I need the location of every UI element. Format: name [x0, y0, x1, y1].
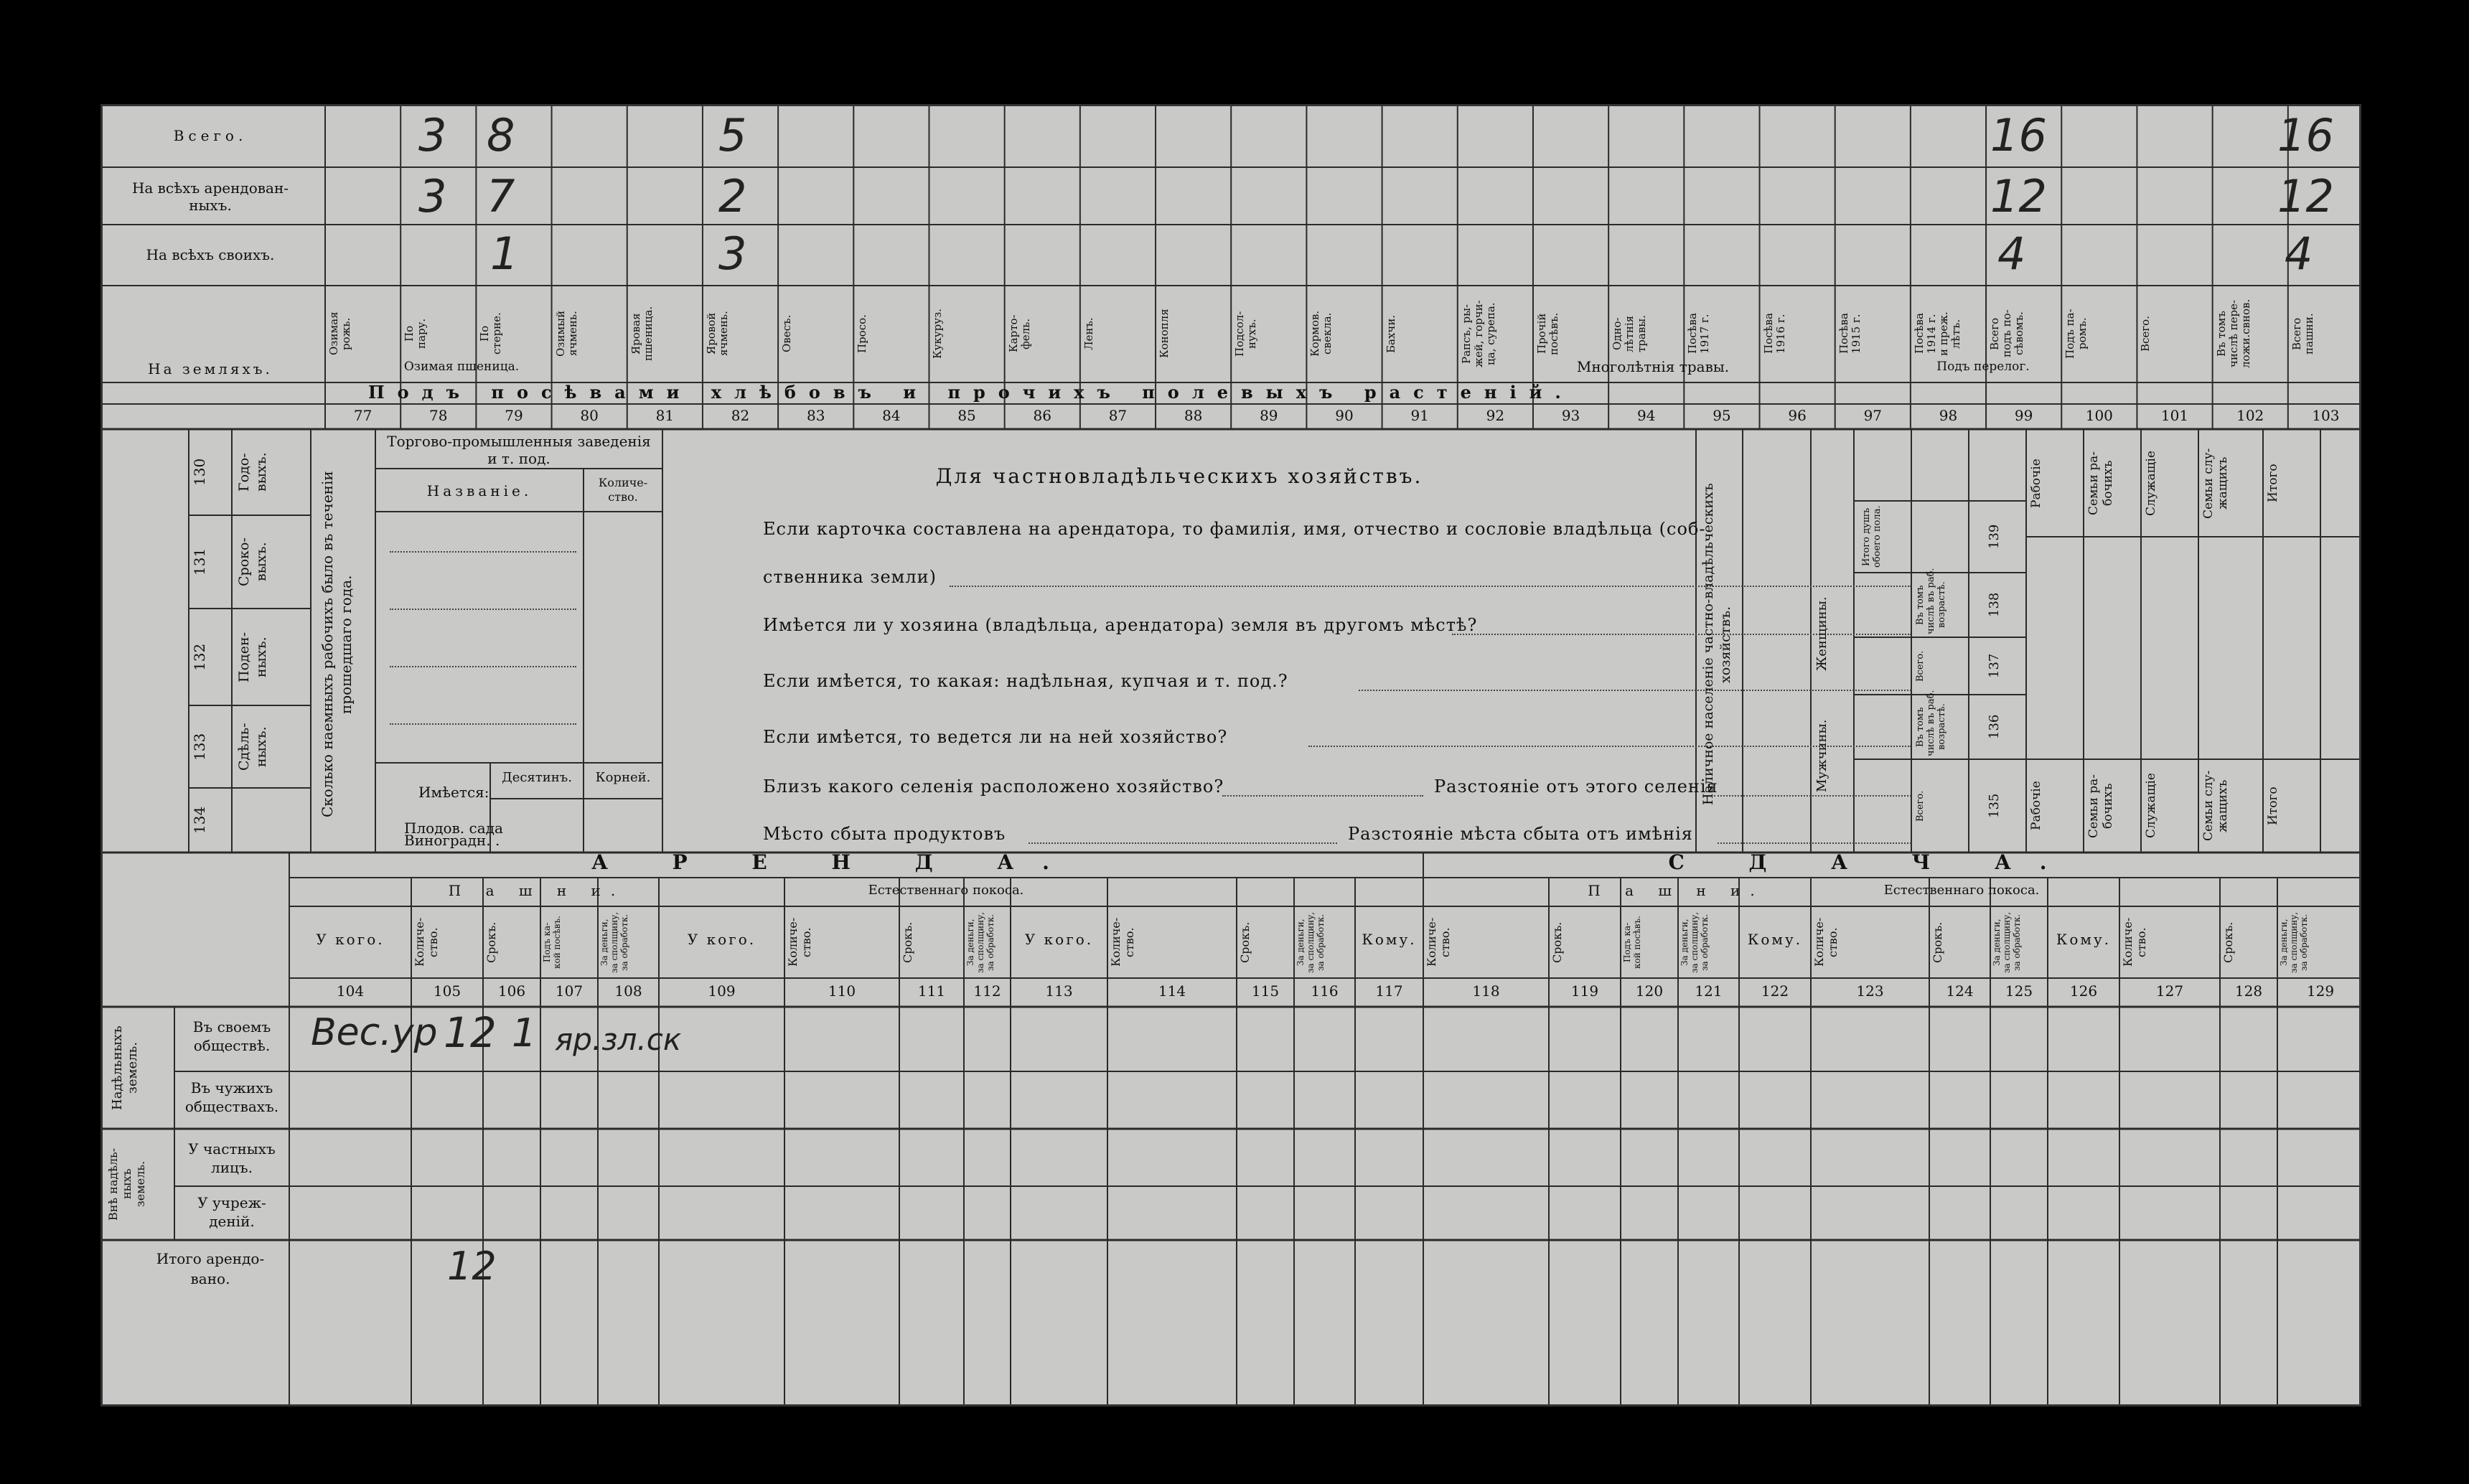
lease-col-header: У кого. — [1024, 931, 1094, 948]
top-col-number: 92 — [1486, 407, 1505, 424]
nadelnyh-zemel-label: Надѣльныхъ земель. — [110, 1025, 140, 1110]
sdacha-title: С Д А Ч А. — [1668, 850, 2076, 874]
top-col-number: 98 — [1939, 407, 1958, 424]
hw-arend-78: 3 — [418, 170, 447, 222]
lease-col-number: 112 — [973, 982, 1001, 1000]
top-col-header: Всего подъ по- сѣвомъ. — [1988, 309, 2026, 358]
top-col-number: 103 — [2312, 407, 2340, 424]
population-col-header-top: Итого — [2266, 464, 2280, 503]
lease-col-number: 118 — [1472, 982, 1500, 1000]
lease-col-number: 127 — [2155, 982, 2184, 1000]
lease-col-header: За деньги, за сполщину, за обработк. — [965, 911, 995, 973]
lease-col-number: 120 — [1635, 982, 1664, 1000]
hired-row-number: 131 — [191, 548, 208, 576]
population-row-label: Въ томъ числѣ въ раб. возрастѣ. — [1915, 690, 1947, 756]
population-row-label: Всего. — [1915, 650, 1926, 682]
top-col-number: 102 — [2236, 407, 2264, 424]
top-col-number: 77 — [353, 407, 373, 424]
lease-col-header: Количе- ство. — [2121, 917, 2148, 967]
population-row-number: 135 — [1987, 793, 2002, 819]
hw-vsego-103: 16 — [2277, 109, 2334, 161]
hired-row-label: Годо- выхъ. — [236, 452, 269, 492]
answer-line-6b[interactable] — [1718, 842, 1911, 844]
hw-arend-79: 7 — [487, 170, 515, 222]
question-1: Если карточка составлена на арендатора, то фамилiя, имя, отчество и сословiе владѣльца (соб- — [763, 519, 1706, 539]
top-col-number: 100 — [2085, 407, 2113, 424]
top-col-header: Посѣва 1914 г. и преж. лѣтъ. — [1912, 311, 1962, 356]
question-5: Близъ какого селенiя расположено хозяйство? — [763, 776, 1224, 797]
question-4: Если имѣется, то ведется ли на ней хозяйство? — [763, 727, 1228, 747]
top-col-number: 97 — [1863, 407, 1883, 424]
lease-col-header: Срокъ. — [1550, 921, 1564, 963]
lease-col-number: 129 — [2306, 982, 2335, 1000]
question-6: Мѣсто сбыта продуктовъ — [763, 824, 1006, 844]
hw-qty: 12 — [444, 1008, 497, 1057]
top-col-header: Всего. — [2139, 316, 2152, 352]
row-itogo-arendovano: Итого арендо- вано. — [156, 1250, 265, 1287]
hw-svoih-99: 4 — [1997, 227, 2026, 280]
question-6b: Разстоянiе мѣста сбыта отъ имѣнiя — [1348, 824, 1693, 844]
lease-col-header: За деньги, за сполщину, за обработк. — [1992, 911, 2022, 973]
question-5b: Разстоянiе отъ этого селенiя — [1434, 776, 1718, 797]
lease-col-number: 105 — [433, 982, 462, 1000]
chast-title: Для частновладѣльческихъ хозяйствъ. — [935, 464, 1423, 488]
population-row-number: 137 — [1987, 653, 2002, 679]
ozimaya-pshenitsa-group: Озимая пшеница. — [403, 360, 520, 374]
top-col-header: Въ томъ числѣ пере- ложи.свнов. — [2214, 299, 2252, 369]
torg-title: Торгово-промышленныя заведенiя и т. под. — [387, 433, 651, 467]
lease-col-number: 126 — [2069, 982, 2098, 1000]
answer-line-1[interactable] — [950, 586, 1911, 587]
population-col-header-bottom: Итого — [2266, 786, 2280, 825]
lease-col-header: Кому. — [1747, 931, 1803, 948]
hired-row-label: Сдѣль- ныхъ. — [236, 723, 269, 771]
hired-row-label — [235, 792, 307, 849]
population-col-header-top: Семьи ра- бочихъ — [2086, 451, 2115, 516]
hw-vsego-79: 8 — [487, 109, 515, 161]
population-col-header-top: Рабочiе — [2029, 459, 2043, 508]
row-u-chastnyh: У частныхъ лицъ. — [188, 1140, 276, 1176]
hw-svoih-103: 4 — [2285, 227, 2313, 280]
top-col-header: Бахчи. — [1384, 314, 1397, 353]
top-col-number: 83 — [806, 407, 825, 424]
top-col-header: По стерне. — [478, 312, 504, 355]
top-col-number: 96 — [1788, 407, 1807, 424]
lease-col-header: За деньги, за сполщину, за обработк. — [2279, 911, 2309, 973]
lease-col-number: 109 — [708, 982, 736, 1000]
population-row-label: Въ томъ числѣ въ раб. возрастѣ. — [1915, 568, 1947, 634]
lease-col-number: 108 — [614, 982, 642, 1000]
top-col-header: Подъ па- ромъ. — [2063, 309, 2089, 359]
census-card-sheet — [100, 104, 2361, 1406]
population-col-header-top: Семьи слу- жащихъ — [2201, 448, 2230, 519]
answer-line-3[interactable] — [1359, 690, 1911, 691]
arenda-title: А Р Е Н Д А. — [591, 850, 1078, 874]
top-col-header: По пару. — [403, 318, 428, 349]
population-col-header-bottom: Семьи ра- бочихъ — [2086, 774, 2115, 838]
hired-row-number: 130 — [191, 458, 208, 487]
top-col-header: Озимая рожь. — [327, 311, 352, 356]
answer-line-6[interactable] — [1029, 842, 1337, 844]
sdacha-pashni-group: П а ш н и. — [1588, 882, 1765, 899]
population-row-number: 136 — [1987, 714, 2002, 740]
top-col-header: Овесъ. — [780, 314, 794, 353]
top-col-number: 86 — [1033, 407, 1051, 424]
top-col-header: Посѣва 1917 г. — [1686, 313, 1712, 354]
hired-row-number: 133 — [191, 733, 208, 761]
lease-col-number: 104 — [336, 982, 365, 1000]
hired-row-label: Поден- ныхъ. — [236, 631, 269, 682]
population-col-header-top: Служащiе — [2144, 451, 2158, 516]
population-col-header-bottom: Служащiе — [2144, 773, 2158, 839]
top-col-number: 85 — [957, 407, 976, 424]
lease-col-header: Кому. — [1362, 931, 1417, 948]
lease-col-number: 119 — [1570, 982, 1599, 1000]
top-col-header: Одно- лѣтнiя травы. — [1611, 315, 1649, 352]
top-col-header: Рапсъ, ры- жей, горчи- ца, сурепа. — [1459, 300, 1497, 367]
top-col-header: Ленъ. — [1082, 317, 1095, 350]
lease-col-header: Подъ ка- кой посѣвъ. — [542, 916, 562, 969]
top-col-header: Посѣва 1915 г. — [1837, 313, 1863, 354]
vinograd-label: Виноградн. . — [404, 832, 500, 849]
lease-col-number: 121 — [1695, 982, 1723, 1000]
lease-col-number: 113 — [1045, 982, 1073, 1000]
hw-svoih-79: 1 — [490, 227, 519, 280]
population-col-header-bottom: Рабочiе — [2029, 781, 2043, 831]
top-col-number: 88 — [1184, 407, 1203, 424]
hw-arend-82: 2 — [718, 170, 747, 222]
hw-srok: 1 — [512, 1010, 537, 1056]
top-col-number: 94 — [1637, 407, 1656, 424]
row-v-svoem: Въ своемъ обществѣ. — [192, 1018, 271, 1054]
lease-col-header: Подъ ка- кой посѣвъ. — [1622, 916, 1642, 969]
answer-line-5[interactable] — [1222, 795, 1423, 797]
hw-u-kogo: Вес.ур — [311, 1011, 438, 1054]
top-col-number: 79 — [505, 407, 523, 424]
lease-col-number: 122 — [1761, 982, 1789, 1000]
hired-row-number: 134 — [191, 806, 208, 835]
hw-arend-103: 12 — [2277, 170, 2334, 222]
lease-col-number: 106 — [497, 982, 526, 1000]
sdacha-pokos-group: Естественнаго покоса. — [1883, 883, 2040, 898]
top-col-header: Кукуруз. — [931, 309, 945, 360]
lease-col-number: 125 — [2005, 982, 2033, 1000]
top-col-header: Просо. — [856, 314, 869, 353]
lease-col-header: Кому. — [2056, 931, 2112, 948]
question-2: Имѣется ли у хозяина (владѣльца, арендатора) земля въ другомъ мѣстѣ? — [763, 615, 1478, 635]
lease-col-number: 116 — [1311, 982, 1339, 1000]
top-col-header: Посѣва 1916 г. — [1761, 313, 1787, 354]
top-col-header: Яровой ячмень. — [704, 311, 730, 357]
hw-posev: яр.зл.ск — [555, 1022, 682, 1057]
band-title — [368, 382, 1911, 403]
lease-col-header: Срокъ. — [901, 921, 914, 963]
lease-col-header: За деньги, за сполщину, за обработк. — [1296, 911, 1326, 973]
top-col-header: Озимый ячмень. — [553, 310, 579, 357]
hw-vsego-82: 5 — [718, 109, 747, 161]
top-col-number: 90 — [1335, 407, 1354, 424]
lease-col-number: 107 — [555, 982, 584, 1000]
lease-col-number: 128 — [2234, 982, 2263, 1000]
top-col-header: Подсол- нухъ. — [1233, 311, 1259, 357]
torg-line-4 — [390, 723, 576, 725]
plodov-sada-label: Плодов. сада — [404, 820, 503, 837]
row-label-vsego: Всего. — [173, 127, 248, 144]
population-row-label: Итого душъ обоего пола. — [1861, 505, 1883, 568]
top-col-number: 80 — [580, 407, 599, 424]
lease-col-number: 115 — [1251, 982, 1280, 1000]
nalich-naselenie-label: Наличное населенiе частно-владѣльческихъ хозяйствъ. — [1700, 483, 1733, 806]
top-col-number: 81 — [655, 407, 675, 424]
lease-col-header: Срокъ. — [2221, 921, 2235, 963]
question-3: Если имѣется, то какая: надѣльная, купчая и т. под.? — [763, 671, 1288, 691]
arenda-pokos-group: Естественнаго покоса. — [868, 883, 1024, 898]
lease-col-number: 124 — [1946, 982, 1974, 1000]
hw-itogo: 12 — [447, 1244, 497, 1289]
top-col-number: 91 — [1410, 407, 1429, 424]
muzhchiny-label: Мужчины. — [1814, 719, 1830, 792]
lease-col-number: 117 — [1375, 982, 1403, 1000]
lease-col-header: Количе- ство. — [786, 917, 813, 967]
lease-col-number: 110 — [828, 982, 856, 1000]
answer-line-5b[interactable] — [1714, 795, 1911, 797]
top-col-header: Кормов. свекла. — [1308, 310, 1334, 357]
lease-col-header: Количе- ство. — [413, 917, 440, 967]
band-title-text: Подъ посѣвами хлѣбовъ и прочихъ полевыхъ растенiй. — [368, 382, 1574, 403]
row-label-arendovannyh: На всѣхъ арендован- ныхъ. — [131, 179, 289, 214]
arenda-pashni-group: П а ш н и. — [448, 882, 626, 899]
top-col-number: 89 — [1260, 407, 1278, 424]
torg-line-3 — [390, 666, 576, 667]
question-1b: ственника земли) — [763, 567, 937, 587]
skolko-rabochih-label: Сколько наемныхъ рабочихъ было въ теченiи прошедшаго года. — [319, 471, 355, 818]
row-label-na-zemlyah: На земляхъ. — [148, 360, 273, 377]
hw-svoih-82: 3 — [718, 227, 747, 280]
top-col-header: Конопля — [1158, 309, 1171, 359]
lease-col-header: Количе- ство. — [1812, 917, 1840, 967]
row-v-chuzhih: Въ чужихъ обществахъ. — [184, 1079, 279, 1115]
vne-nadelnyh-label: Внѣ надѣль- ныхъ земель. — [106, 1147, 147, 1221]
lease-col-header: Срокъ. — [1931, 921, 1944, 963]
top-col-header: Карто- фель. — [1006, 314, 1032, 353]
torg-line-1 — [390, 551, 576, 553]
row-label-svoih: На всѣхъ своихъ. — [146, 246, 275, 263]
lease-col-header: Количе- ство. — [1109, 917, 1136, 967]
mnogoletnie-travy-group: Многолѣтнiя травы. — [1576, 358, 1730, 375]
lease-col-header: Срокъ. — [484, 921, 498, 963]
hw-vsego-78: 3 — [418, 109, 447, 161]
population-row-label: Всего. — [1915, 790, 1926, 822]
desyatin-header: Десятинъ. — [502, 770, 572, 785]
torg-qty-header: Количе- ство. — [598, 476, 648, 504]
zhenshchiny-label: Женщины. — [1814, 596, 1830, 671]
hired-row-label: Сроко- выхъ. — [236, 537, 269, 586]
lease-col-number: 123 — [1856, 982, 1884, 1000]
pod-perelog-group: Подъ перелог. — [1936, 360, 2030, 374]
lease-col-header: Срокъ. — [1238, 921, 1252, 963]
lease-col-header: За деньги, за сполщину, за обработк. — [1679, 911, 1710, 973]
lease-col-number: 111 — [917, 982, 946, 1000]
top-col-number: 101 — [2160, 407, 2189, 424]
lease-col-header: У кого. — [316, 931, 385, 948]
hw-vsego-99: 16 — [1990, 109, 2047, 161]
top-col-header: Всего пашни. — [2290, 313, 2315, 354]
top-col-number: 95 — [1713, 407, 1731, 424]
top-col-header: Прочiй посѣвъ. — [1535, 312, 1560, 355]
top-col-number: 93 — [1561, 407, 1580, 424]
korney-header: Корней. — [595, 770, 651, 785]
top-col-header: Яровая пшеница. — [629, 306, 655, 362]
top-col-number: 87 — [1108, 407, 1128, 424]
lease-col-header: У кого. — [687, 931, 756, 948]
top-col-number: 82 — [731, 407, 750, 424]
lease-col-number: 114 — [1158, 982, 1186, 1000]
lease-col-header: За деньги, за сполщину, за обработк. — [599, 911, 629, 973]
row-u-uchrezhdeniy: У учреж- денiй. — [197, 1194, 266, 1230]
torg-name-header: Названiе. — [426, 482, 533, 499]
torg-line-2 — [390, 609, 576, 610]
top-col-number: 78 — [429, 407, 448, 424]
hired-row-number: 132 — [191, 643, 208, 671]
hw-arend-99: 12 — [1990, 170, 2047, 222]
population-row-number: 138 — [1987, 592, 2002, 618]
imeetsya-label: Имѣется: — [418, 784, 489, 801]
top-col-number: 99 — [2014, 407, 2033, 424]
population-row-number: 139 — [1987, 524, 2002, 550]
lease-col-header: Количе- ство. — [1425, 917, 1452, 967]
top-col-number: 84 — [882, 407, 901, 424]
population-col-header-bottom: Семьи слу- жащихъ — [2201, 770, 2230, 842]
